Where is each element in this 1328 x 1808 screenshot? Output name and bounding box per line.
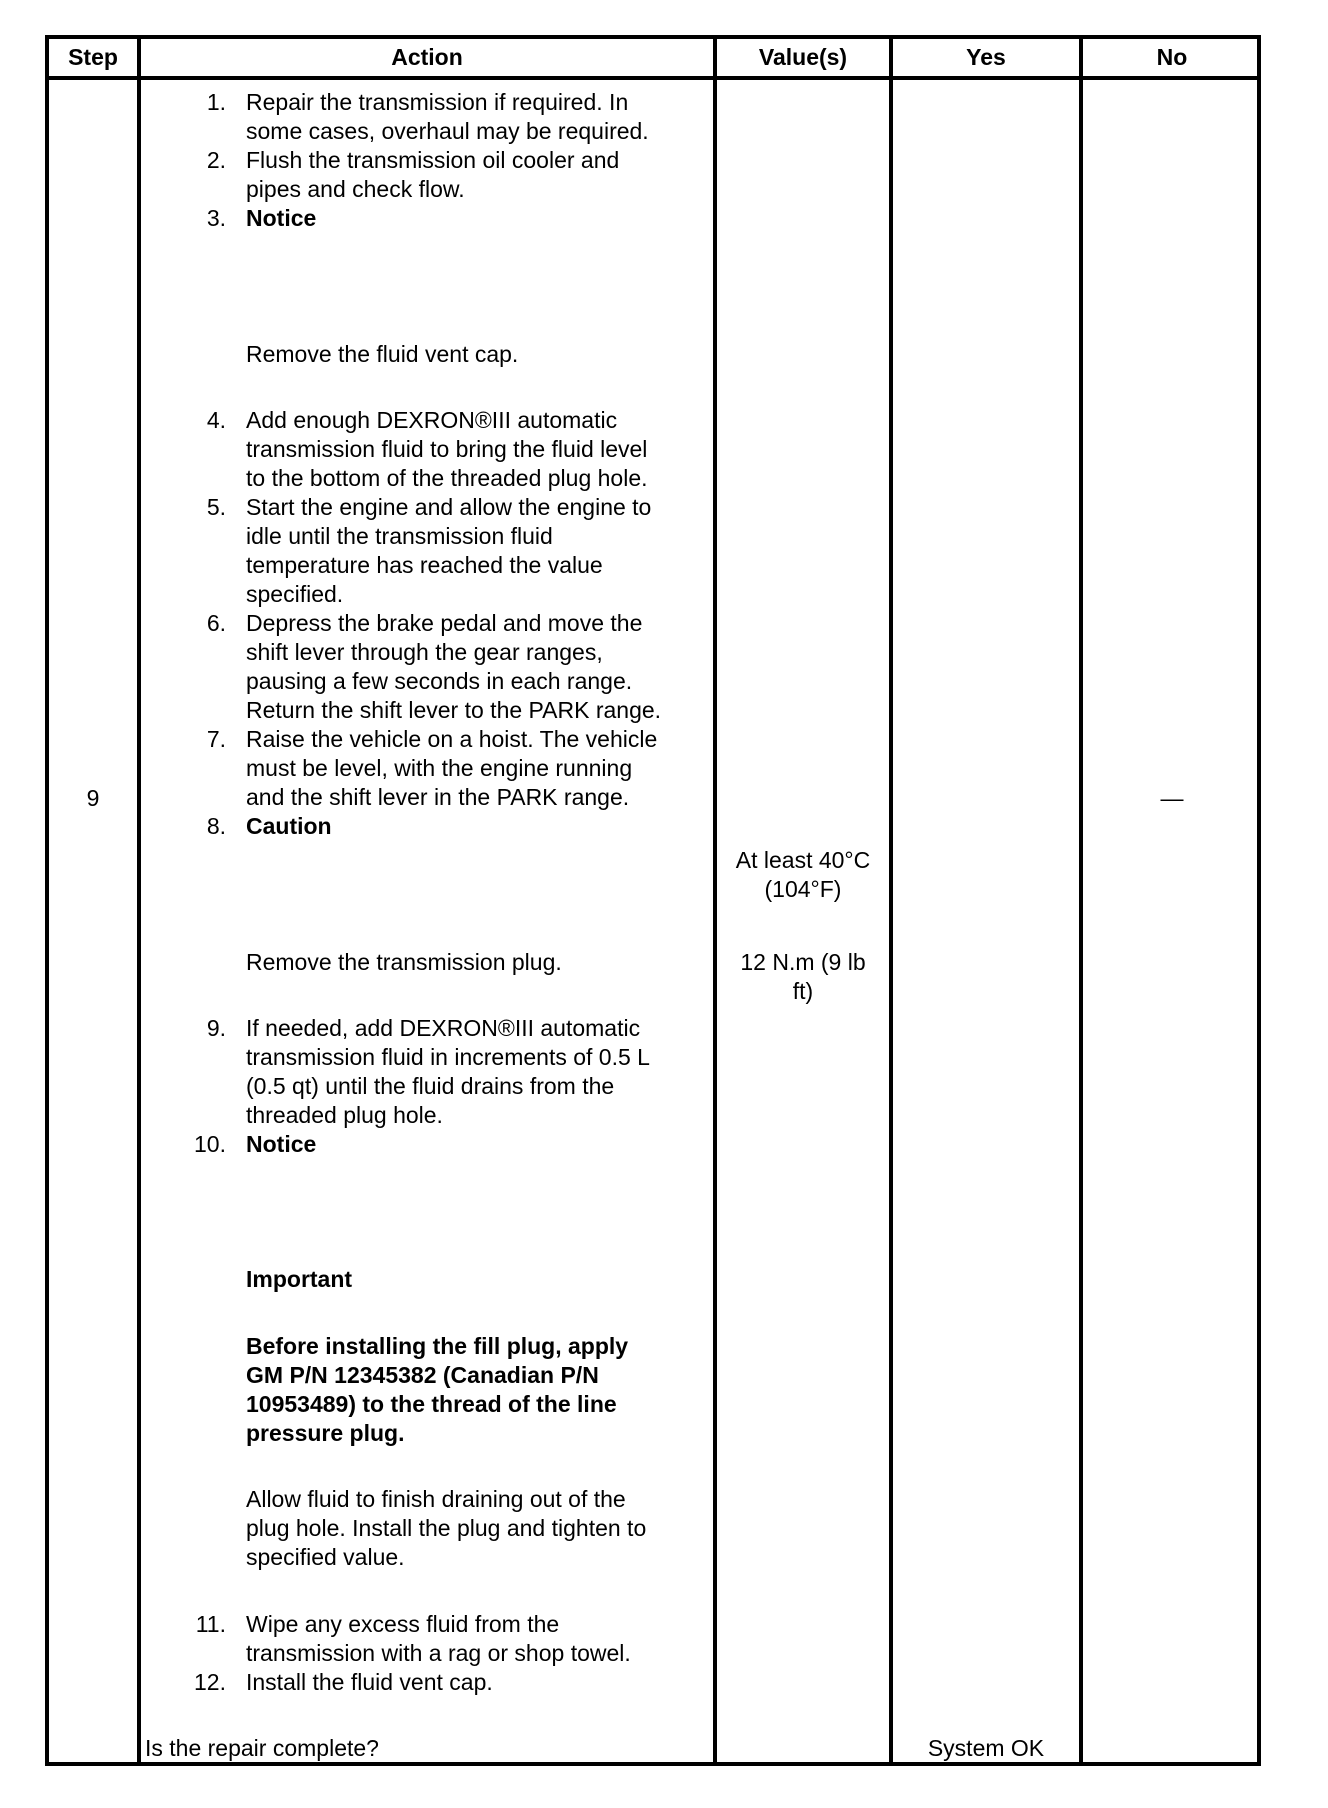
action-text: some cases, overhaul may be required. <box>246 118 649 144</box>
important-label: Important <box>246 1266 353 1292</box>
header-step: Step <box>68 44 118 70</box>
action-text: Add enough DEXRON®III automatic <box>246 407 618 433</box>
action-text: transmission fluid to bring the fluid level <box>246 436 648 462</box>
list-number: 6. <box>206 610 226 636</box>
yes-result: System OK <box>927 1735 1045 1761</box>
important-text: 10953489) to the thread of the line <box>246 1391 617 1417</box>
list-number: 11. <box>195 1611 226 1637</box>
action-text: plug hole. Install the plug and tighten to <box>246 1515 647 1541</box>
action-text: Raise the vehicle on a hoist. The vehicle <box>246 726 658 752</box>
action-text: Return the shift lever to the PARK range. <box>246 697 662 723</box>
list-number: 5. <box>206 494 226 520</box>
action-text: Remove the fluid vent cap. <box>246 341 519 367</box>
diagnostic-table <box>45 35 1261 1766</box>
list-number: 1. <box>206 89 226 115</box>
action-text: Allow fluid to finish draining out of the <box>246 1486 626 1512</box>
header-divider <box>49 76 1257 80</box>
action-text: shift lever through the gear ranges, <box>246 639 603 665</box>
action-text: pipes and check flow. <box>246 176 465 202</box>
caution-label: Caution <box>246 813 332 839</box>
header-no: No <box>1156 44 1188 70</box>
list-number: 8. <box>206 813 226 839</box>
action-text: Remove the transmission plug. <box>246 949 562 975</box>
value-torque: 12 N.m (9 lb <box>740 949 866 975</box>
action-text: (0.5 qt) until the fluid drains from the <box>246 1073 615 1099</box>
action-text: Start the engine and allow the engine to <box>246 494 652 520</box>
header-values: Value(s) <box>758 44 848 70</box>
column-divider <box>889 39 893 1762</box>
action-text: transmission fluid in increments of 0.5 L <box>246 1044 650 1070</box>
action-text: Flush the transmission oil cooler and <box>246 147 620 173</box>
list-number: 7. <box>206 726 226 752</box>
action-text: temperature has reached the value <box>246 552 603 578</box>
list-number: 4. <box>206 407 226 433</box>
value-temperature: At least 40°C <box>735 847 871 873</box>
notice-label: Notice <box>246 205 317 231</box>
action-text: If needed, add DEXRON®III automatic <box>246 1015 641 1041</box>
list-number: 9. <box>206 1015 226 1041</box>
header-yes: Yes <box>966 44 1006 70</box>
action-text: specified value. <box>246 1544 405 1570</box>
important-text: GM P/N 12345382 (Canadian P/N <box>246 1362 599 1388</box>
list-number: 10. <box>194 1131 226 1157</box>
action-text: pausing a few seconds in each range. <box>246 668 633 694</box>
important-text: Before installing the fill plug, apply <box>246 1333 629 1359</box>
column-divider <box>1079 39 1083 1762</box>
notice-label: Notice <box>246 1131 317 1157</box>
action-text: Wipe any excess fluid from the <box>246 1611 560 1637</box>
list-number: 3. <box>206 205 226 231</box>
important-text: pressure plug. <box>246 1420 405 1446</box>
value-temperature-f: (104°F) <box>764 876 842 902</box>
no-result: — <box>1160 785 1184 811</box>
list-number: 12. <box>194 1669 226 1695</box>
step-number: 9 <box>86 785 100 811</box>
question-text: Is the repair complete? <box>145 1735 379 1761</box>
action-text: and the shift lever in the PARK range. <box>246 784 630 810</box>
action-text: specified. <box>246 581 344 607</box>
action-text: must be level, with the engine running <box>246 755 633 781</box>
list-number: 2. <box>206 147 226 173</box>
header-action: Action <box>391 44 463 70</box>
action-text: Install the fluid vent cap. <box>246 1669 493 1695</box>
action-text: transmission with a rag or shop towel. <box>246 1640 631 1666</box>
column-divider <box>137 39 141 1762</box>
value-torque-ft: ft) <box>792 978 814 1004</box>
action-text: to the bottom of the threaded plug hole. <box>246 465 648 491</box>
action-text: threaded plug hole. <box>246 1102 443 1128</box>
action-text: idle until the transmission fluid <box>246 523 553 549</box>
action-text: Depress the brake pedal and move the <box>246 610 643 636</box>
action-text: Repair the transmission if required. In <box>246 89 629 115</box>
